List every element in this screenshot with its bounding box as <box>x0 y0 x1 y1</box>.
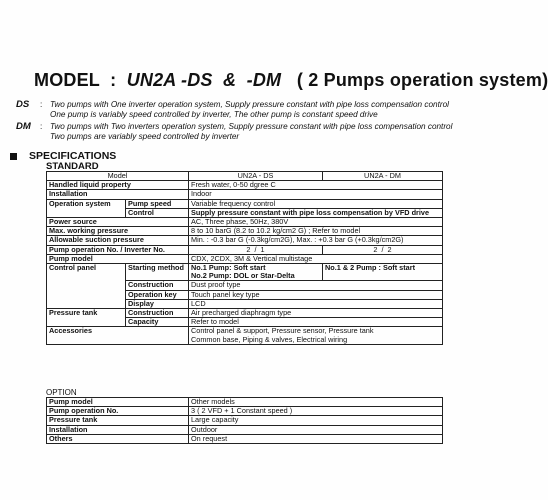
row-label: Handled liquid property <box>47 181 189 190</box>
sub-label: Display <box>126 299 189 308</box>
table-row <box>47 327 443 344</box>
table-row <box>47 181 443 190</box>
sub-label: Construction <box>126 309 189 318</box>
standard-heading: STANDARD <box>46 161 99 172</box>
row-value: Touch panel key type <box>189 290 443 299</box>
definition-line: Two pumps with Two inverters operation system, Supply pressure constant with pipe loss compensation control <box>50 122 453 131</box>
definition-ds <box>16 100 496 120</box>
row-value: CDX, 2CDX, 3M & Vertical multistage <box>189 254 443 263</box>
option-heading: OPTION <box>46 388 77 397</box>
option-value: On request <box>189 434 443 443</box>
table-row <box>47 264 443 281</box>
definitions <box>16 100 496 142</box>
option-value: Large capacity <box>189 416 443 425</box>
page-title <box>34 70 548 91</box>
row-value: AC, Three phase, 50Hz, 380V <box>189 218 443 227</box>
row-value-ds: 2 / 1 <box>189 245 323 254</box>
row-value-dm: 2 / 2 <box>323 245 443 254</box>
table-row <box>47 309 443 318</box>
row-value-ds <box>189 264 323 281</box>
table-row <box>47 407 443 416</box>
row-value: Min. : -0.3 bar G (-0.3kg/cm2G), Max. : +0.3 bar G (+0.3kg/cm2G) <box>189 236 443 245</box>
sub-label: Construction <box>126 281 189 290</box>
sub-label: Operation key <box>126 290 189 299</box>
option-table <box>46 397 443 444</box>
option-value: 3 ( 2 VFD + 1 Constant speed ) <box>189 407 443 416</box>
row-value: Supply pressure constant with pipe loss compensation by VFD drive <box>189 208 443 217</box>
definition-sep: : <box>40 100 43 109</box>
row-label: Pump operation No. / Inverter No. <box>47 245 189 254</box>
definition-sep: : <box>40 122 43 131</box>
definition-key: DS <box>16 99 30 110</box>
bullet-square-icon <box>10 153 17 160</box>
row-label: Accessories <box>47 327 189 344</box>
definition-line: Two pumps are variably speed controlled by inverter <box>50 132 240 141</box>
table-row <box>47 245 443 254</box>
row-label: Pump model <box>47 254 189 263</box>
definition-line: One pump is variably speed controlled by inverter, The other pump is constant speed drive <box>50 110 378 119</box>
model-label: MODEL <box>34 70 100 90</box>
option-value: Outdoor <box>189 425 443 434</box>
option-label: Pump model <box>47 398 189 407</box>
header-dm: UN2A - DM <box>323 172 443 181</box>
title-subtitle: ( 2 Pumps operation system) <box>296 70 548 90</box>
sub-label: Control <box>126 208 189 217</box>
row-label: Control panel <box>47 264 126 309</box>
row-value-dm: No.1 & 2 Pump : Soft start <box>323 264 443 281</box>
table-row <box>47 190 443 199</box>
option-label: Others <box>47 434 189 443</box>
row-value: Air precharged diaphragm type <box>189 309 443 318</box>
definition-key: DM <box>16 121 31 132</box>
starting-ds-line: No.1 Pump: Soft start <box>191 263 266 273</box>
table-row <box>47 199 443 208</box>
specification-table <box>46 171 443 345</box>
row-value: LCD <box>189 299 443 308</box>
table-row <box>47 425 443 434</box>
row-label: Power source <box>47 218 189 227</box>
definition-line: Two pumps with One inverter operation system, Supply pressure constant with pipe loss compensation control <box>50 100 449 109</box>
row-value: Refer to model <box>189 318 443 327</box>
row-value: Indoor <box>189 190 443 199</box>
starting-ds-line: No.2 Pump: DOL or Star-Delta <box>191 271 295 281</box>
accessories-line: Control panel & support, Pressure sensor, Pressure tank <box>191 326 374 336</box>
header-model: Model <box>47 172 189 181</box>
accessories-line: Common base, Piping & valves, Electrical wiring <box>191 334 348 344</box>
title-colon: : <box>110 70 117 90</box>
sub-label: Starting method <box>126 264 189 281</box>
specifications-heading-text: SPECIFICATIONS <box>29 150 117 162</box>
row-value: Variable frequency control <box>189 199 443 208</box>
table-row <box>47 416 443 425</box>
row-label: Operation system <box>47 199 126 217</box>
table-row <box>47 236 443 245</box>
definition-text <box>50 100 449 120</box>
row-value: Dust proof type <box>189 281 443 290</box>
model-code: UN2A -DS & -DM <box>126 70 282 90</box>
row-value <box>189 327 443 344</box>
sub-label: Pump speed <box>126 199 189 208</box>
option-label: Pressure tank <box>47 416 189 425</box>
row-value: 8 to 10 barG (8.2 to 10.2 kg/cm2 G) ; Refer to model <box>189 227 443 236</box>
header-ds: UN2A - DS <box>189 172 323 181</box>
option-label: Pump operation No. <box>47 407 189 416</box>
row-label: Allowable suction pressure <box>47 236 189 245</box>
option-value: Other models <box>189 398 443 407</box>
row-label: Pressure tank <box>47 309 126 327</box>
row-value: Fresh water, 0-50 dgree C <box>189 181 443 190</box>
row-label: Max. working pressure <box>47 227 189 236</box>
option-label: Installation <box>47 425 189 434</box>
sub-label: Capacity <box>126 318 189 327</box>
table-row <box>47 434 443 443</box>
definition-text <box>50 122 452 142</box>
row-label: Installation <box>47 190 189 199</box>
definition-dm <box>16 122 496 142</box>
